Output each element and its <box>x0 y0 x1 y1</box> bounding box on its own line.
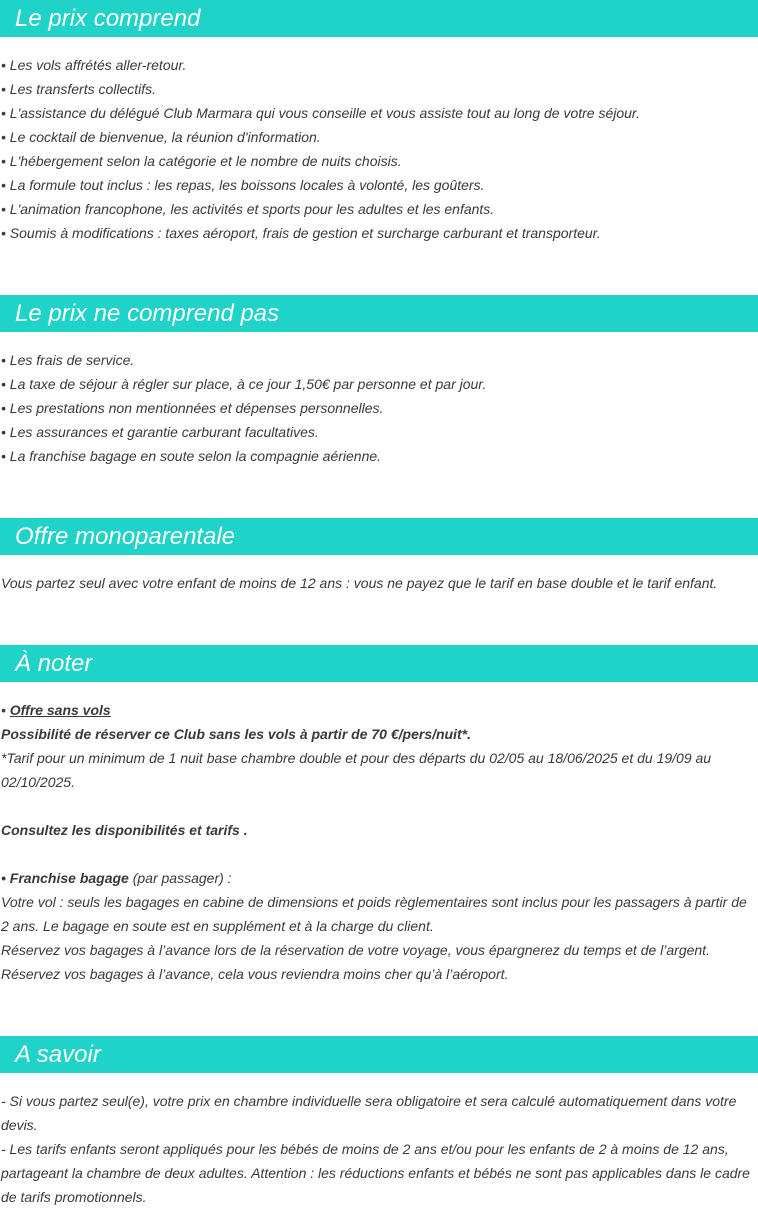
section-title: A savoir <box>15 1041 101 1068</box>
section-title: Le prix comprend <box>15 5 201 32</box>
baggage-text: Votre vol : seuls les bagages en cabine de dimensions et poids règlementaires sont inclus pour les passagers à partir de 2 ans. Le bagage en soute est en supplément et à la charge du client. <box>1 894 747 934</box>
bullet: • <box>1 702 10 718</box>
list-item: • Le cocktail de bienvenue, la réunion d'information. <box>1 129 321 145</box>
section-header-not-included <box>0 295 758 332</box>
list-item: • L'animation francophone, les activités et sports pour les adultes et les enfants. <box>1 201 495 217</box>
offer-title: Offre sans vols <box>9 702 111 718</box>
section-header-single-parent <box>0 518 758 555</box>
list-item: • La franchise bagage en soute selon la compagnie aérienne. <box>1 448 382 464</box>
info-line: - Si vous partez seul(e), votre prix en chambre individuelle sera obligatoire et sera calculé automatiquement dans votre devis. <box>1 1093 737 1133</box>
included-list <box>1 53 756 245</box>
note-content <box>1 698 756 986</box>
section-header-included <box>0 0 758 37</box>
list-item: • L'hébergement selon la catégorie et le nombre de nuits choisis. <box>1 153 402 169</box>
list-item: • Les frais de service. <box>1 352 135 368</box>
list-item: • Les vols affrétés aller-retour. <box>1 57 187 73</box>
spacer <box>1 794 756 818</box>
availability-link[interactable]: Consultez les disponibilités et tarifs . <box>1 822 248 838</box>
section-header-info <box>0 1036 758 1073</box>
section-title: Le prix ne comprend pas <box>15 300 280 327</box>
offer-footnote: *Tarif pour un minimum de 1 nuit base chambre double et pour des départs du 02/05 au 18/06/2025 et du 19/09 au 02/10/2025. <box>1 750 712 790</box>
offer-line: Possibilité de réserver ce Club sans les vols à partir de 70 €/pers/nuit*. <box>1 726 471 742</box>
baggage-line: Réservez vos bagages à l’avance, cela vous reviendra moins cher qu’à l’aéroport. <box>1 966 509 982</box>
list-item: • La taxe de séjour à régler sur place, à ce jour 1,50€ par personne et par jour. <box>1 376 487 392</box>
not-included-list <box>1 348 756 468</box>
list-item: • La formule tout inclus : les repas, les boissons locales à volonté, les goûters. <box>1 177 485 193</box>
list-item: • L'assistance du délégué Club Marmara qui vous conseille et vous assiste tout au long de votre séjour. <box>1 105 640 121</box>
list-item: • Les transferts collectifs. <box>1 81 157 97</box>
list-item: • Soumis à modifications : taxes aéroport, frais de gestion et surcharge carburant et transporteur. <box>1 225 601 241</box>
single-parent-text: Vous partez seul avec votre enfant de moins de 12 ans : vous ne payez que le tarif en base double et le tarif enfant. <box>1 575 718 591</box>
section-header-note <box>0 645 758 682</box>
spacer <box>1 842 756 866</box>
list-item: • Les prestations non mentionnées et dépenses personnelles. <box>1 400 384 416</box>
baggage-suffix: (par passager) : <box>128 870 232 886</box>
baggage-heading <box>1 866 756 890</box>
info-content <box>1 1089 756 1209</box>
baggage-title: • Franchise bagage <box>1 870 129 886</box>
section-title: Offre monoparentale <box>15 523 236 550</box>
section-title: À noter <box>15 650 93 677</box>
info-line: - Les tarifs enfants seront appliqués pour les bébés de moins de 2 ans et/ou pour les enfants de 2 à moins de 12 ans, partageant la chambre de deux adultes. Attention : les réductions enfants et bébés ne sont pas applicables dans le cadre de tarifs promotionnels. <box>1 1141 750 1205</box>
list-item: • Les assurances et garantie carburant facultatives. <box>1 424 319 440</box>
offer-heading <box>1 698 756 722</box>
baggage-line: Réservez vos bagages à l’avance lors de la réservation de votre voyage, vous épargnerez du temps et de l’argent. <box>1 942 710 958</box>
